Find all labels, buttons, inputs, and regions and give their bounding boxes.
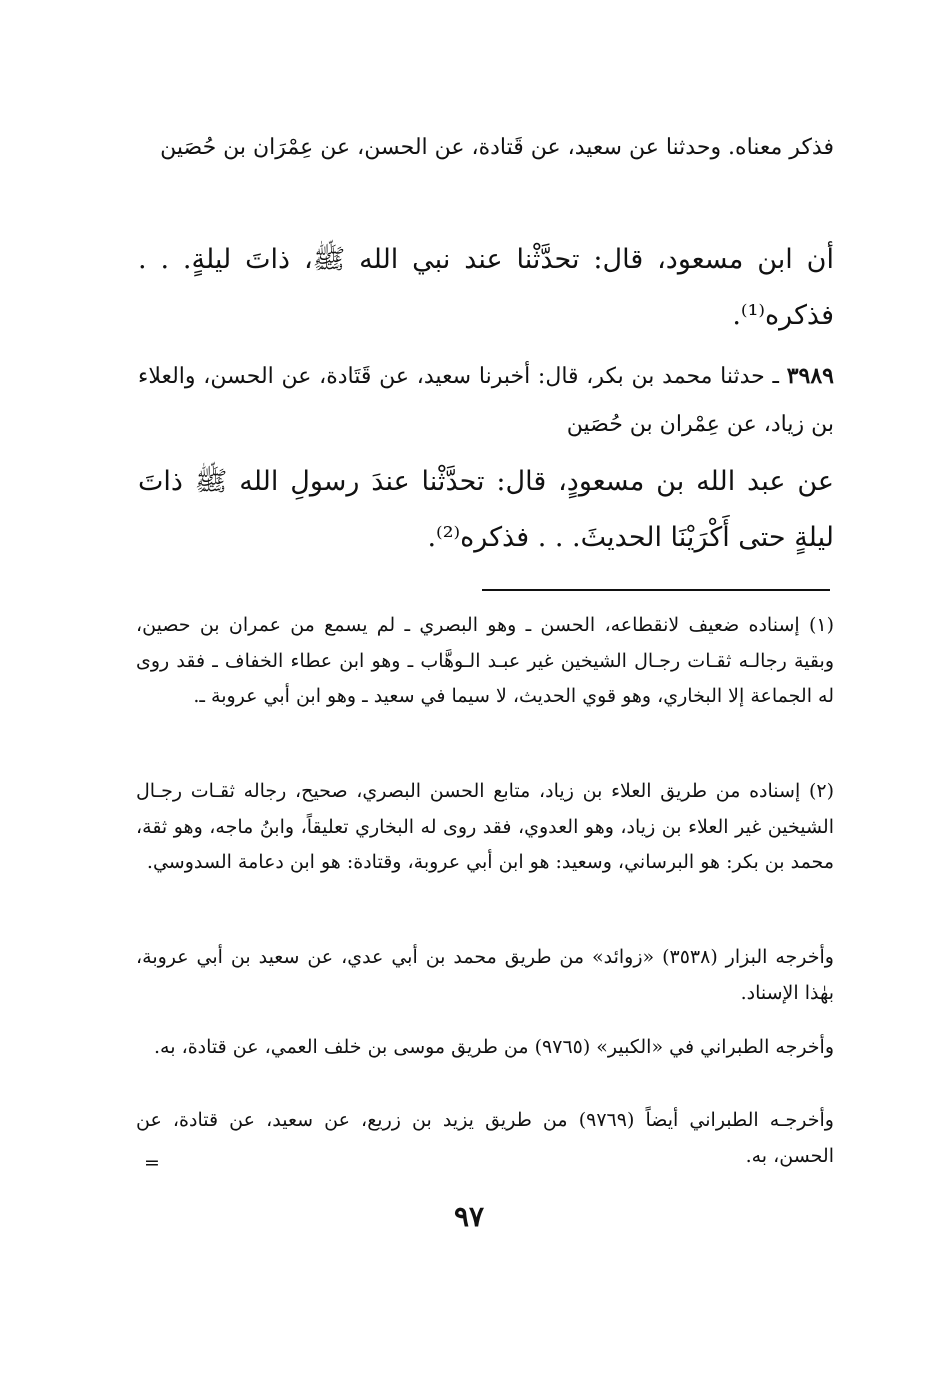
hadith-text-2: عن عبد الله بن مسعودٍ، قال: تحدَّثْنا عندَ رسولِ الله ﷺ ذاتَ ليلةٍ حتى أَكْرَيْنَا الحديثَ. . . فذكره⁽²⁾. <box>138 466 834 553</box>
footnote-takhrij-2: وأخرجه الطبراني في «الكبير» (٩٧٦٥) من طريق موسى بن خلف العمي، عن قتادة، به. <box>154 1036 834 1058</box>
footnote-takhrij-3: وأخرجـه الطبراني أيضاً (٩٧٦٩) من طريق يزيد بن زريع، عن سعيد، عن قتادة، عن الحسن، به. <box>136 1109 834 1167</box>
hadith-text-1: أن ابن مسعود، قال: تحدَّثْنا عند نبي الله ﷺ، ذاتَ ليلةٍ. . . فذكره⁽¹⁾. <box>138 244 834 331</box>
isnad-paragraph-1: فذكر معناه. وحدثنا عن سعيد، عن قَتادة، عن الحسن، عن عِمْرَان بن حُصَين <box>160 135 834 160</box>
isnad-paragraph-2 <box>138 352 834 449</box>
footnote-divider <box>482 589 830 591</box>
footnote-takhrij-1: وأخرجه البزار (٣٥٣٨) «زوائد» من طريق محمد بن أبي عدي، عن سعيد بن أبي عروبة، بهٰذا الإسناد. <box>136 946 834 1004</box>
footnote-1: (١) إسناده ضعيف لانقطاعه، الحسن ـ وهو البصري ـ لم يسمع من عمران بن حصين، وبقية رجالـه ثقـات رجـال الشيخين غير عبـد الـوهَّاب ـ وهو ابن عطاء الخفاف ـ فقد روى له الجماعة إلا البخاري، وهو قوي الحديث، لا سيما في سعيد ـ وهو ابن أبي عروبة ـ. <box>136 614 834 707</box>
page-number: ٩٧ <box>453 1200 485 1233</box>
hadith-number: ٣٩٨٩ <box>786 363 834 389</box>
continued-mark: = <box>144 1152 160 1174</box>
footnote-2: (٢) إسناده من طريق العلاء بن زياد، متابع الحسن البصري، صحيح، رجاله ثقـات رجـال الشيخين غير العلاء بن زياد، وهو العدوي، فقد روى له البخاري تعليقاً، وابنُ ماجه، وهو ثقة، محمد بن بكر: هو البرساني، وسعيد: هو ابن أبي عروبة، وقتادة: هو ابن دعامة السدوسي. <box>136 780 834 873</box>
isnad-text-2: ـ حدثنا محمد بن بكر، قال: أخبرنا سعيد، عن قَتَادة، عن الحسن، والعلاء بن زياد، عن عِمْران بن حُصَين <box>138 364 834 437</box>
